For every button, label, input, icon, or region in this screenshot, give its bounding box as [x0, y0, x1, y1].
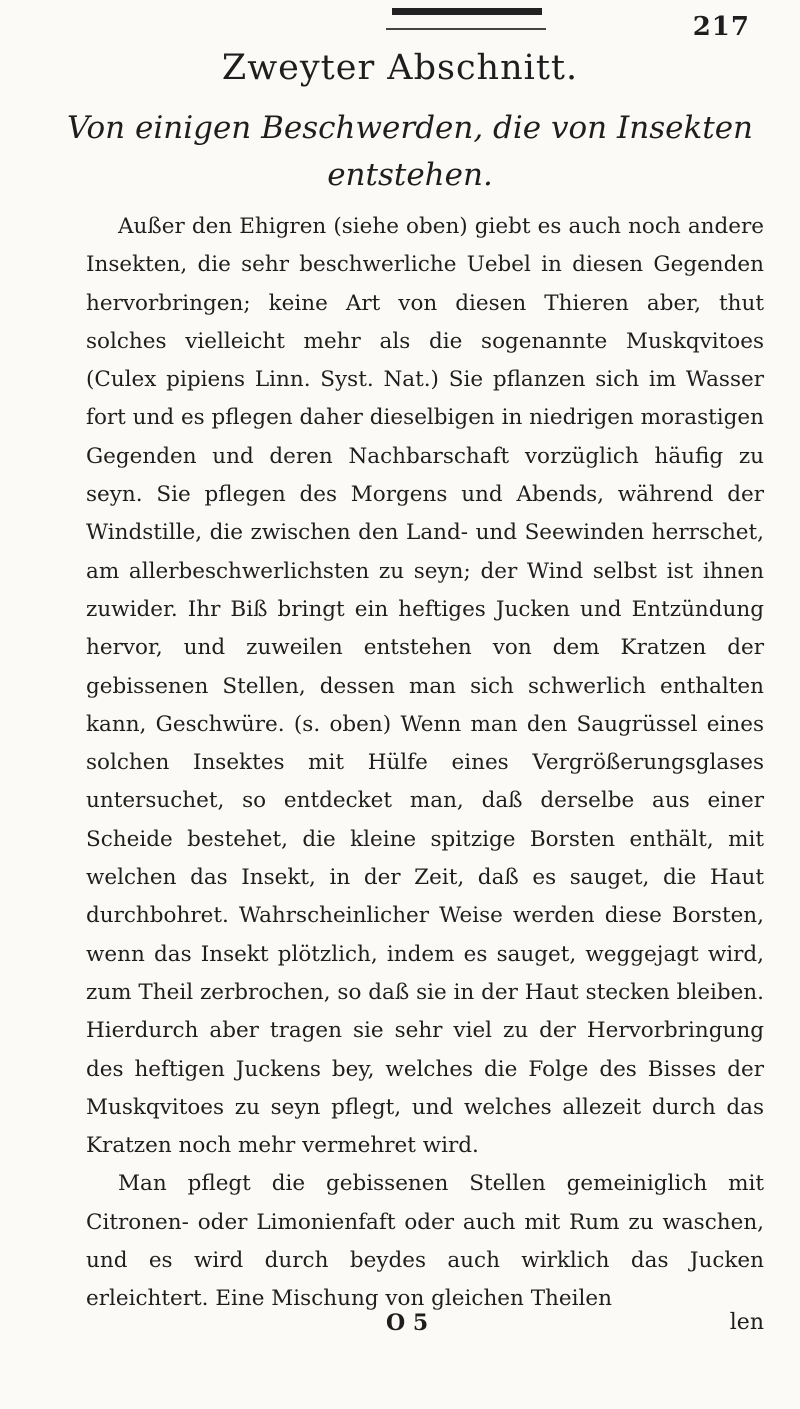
- catchword: len: [729, 1310, 764, 1335]
- top-rule-thin: [386, 28, 546, 30]
- page-footer: [86, 1310, 764, 1350]
- chapter-title: Von einigen Beschwerden, die von Insekten entstehen.: [66, 110, 754, 193]
- page-number: 217: [692, 12, 750, 42]
- signature-mark: O 5: [386, 1310, 429, 1336]
- body-text: [86, 208, 764, 1319]
- paragraph-1: Außer den Ehigren (siehe oben) giebt es auch noch andere Insekten, die sehr beschwerliche Uebel in diesen Gegenden hervorbringen; keine Art von diesen Thieren aber, thut solches vielleicht mehr als die sogenannte Muskqvitoes (Culex pipiens Linn. Syst. Nat.) Sie pflanzen sich im Wasser fort und es pflegen daher dieselbigen in niedrigen morastigen Gegenden und deren Nachbarschaft vorzüglich häufig zu seyn. Sie pflegen des Morgens und Abends, während der Windstille, die zwischen den Land- und Seewinden herrschet, am allerbeschwerlichsten zu seyn; der Wind selbst ist ihnen zuwider. Ihr Biß bringt ein heftiges Jucken und Entzündung hervor, und zuweilen entstehen von dem Kratzen der gebissenen Stellen, dessen man sich schwerlich enthalten kann, Geschwüre. (s. oben) Wenn man den Saugrüssel eines solchen Insektes mit Hülfe eines Vergrößerungsglases untersuchet, so entdecket man, daß derselbe aus einer Scheide bestehet, die kleine spitzige Borsten enthält, mit welchen das Insekt, in der Zeit, daß es sauget, die Haut durchbohret. Wahrscheinlicher Weise werden diese Borsten, wenn das Insekt plötzlich, indem es sauget, weggejagt wird, zum Theil zerbrochen, so daß sie in der Haut stecken bleiben. Hierdurch aber tragen sie sehr viel zu der Hervorbringung des heftigen Juckens bey, welches die Folge des Bisses der Muskqvitoes zu seyn pflegt, und welches allezeit durch das Kratzen noch mehr vermehret wird.: [86, 214, 764, 1159]
- top-rule: [392, 8, 542, 15]
- paragraph-2: Man pflegt die gebissenen Stellen gemeiniglich mit Citronen- oder Limonienfaft oder auch mit Rum zu waschen, und es wird durch beydes auch wirklich das Jucken erleichtert. Eine Mischung von gleichen Theilen: [86, 1171, 764, 1312]
- section-heading: Zweyter Abschnitt.: [221, 48, 579, 88]
